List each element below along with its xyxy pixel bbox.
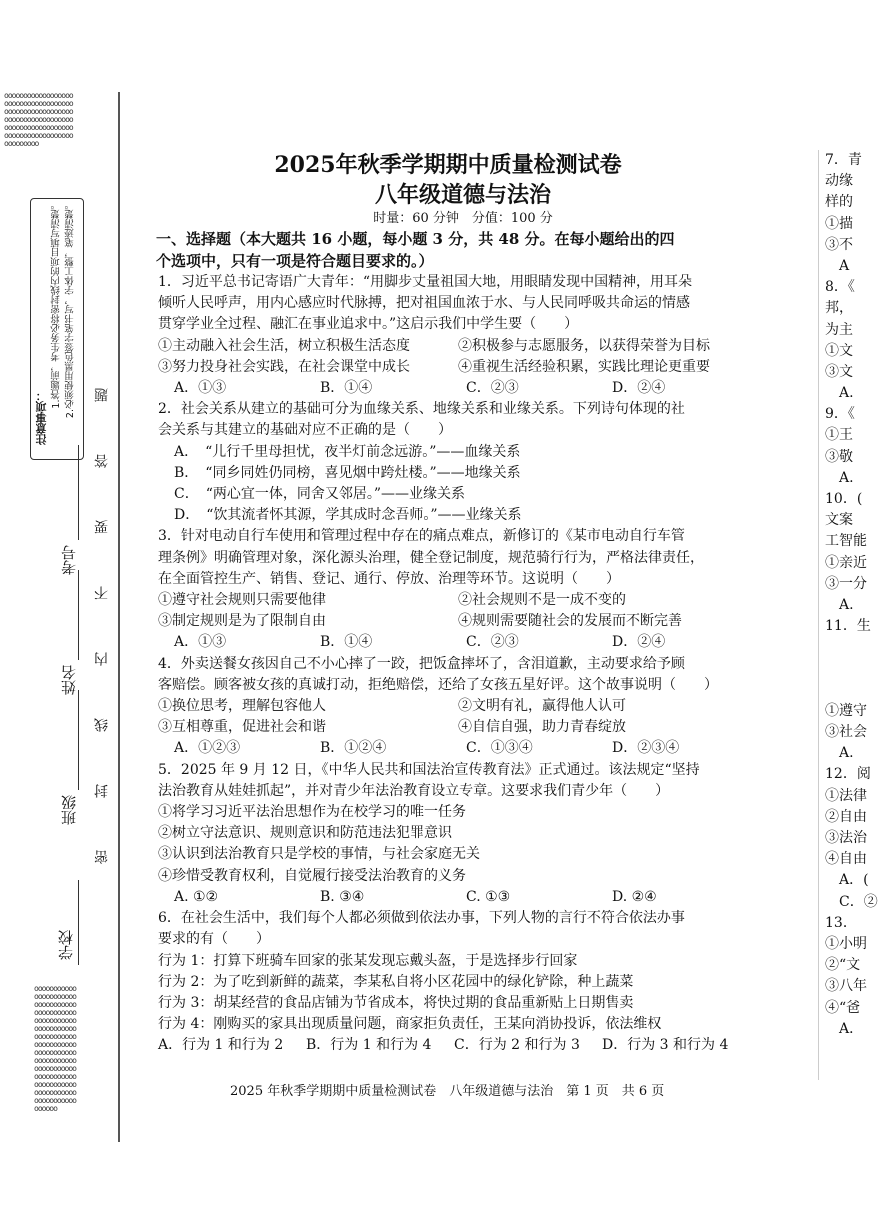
next-page-fragment: A. bbox=[825, 745, 854, 762]
q6-behavior-4: 行为 4：刚购买的家具出现质量问题，商家拒负责任，王某向消协投诉，依法维权 bbox=[158, 1016, 662, 1033]
question-5-choices bbox=[158, 887, 758, 908]
next-page-fragment: ①小明 bbox=[825, 935, 867, 952]
name-label: 姓名 bbox=[60, 665, 78, 695]
next-page-fragment: 13． bbox=[825, 914, 857, 931]
next-page-fragment: ②自由 bbox=[825, 808, 867, 825]
q4-choice-b[interactable]: B．①②④ bbox=[320, 740, 387, 757]
question-1-stem-3: 贯穿学业全过程、融汇在事业追求中。”这启示我们中学生要（ ） bbox=[158, 316, 579, 333]
next-page-fragment: 7．青 bbox=[825, 152, 862, 168]
q3-item-2: ②社会规则不是一成不变的 bbox=[458, 592, 626, 609]
next-page-fragment: ③一分 bbox=[825, 575, 867, 592]
next-page-fragment: ①亲近 bbox=[825, 554, 867, 571]
next-page-fragment: ①描 bbox=[825, 215, 853, 232]
next-page-fragment: 9．《 bbox=[825, 406, 855, 423]
q4-choice-d[interactable]: D．②③④ bbox=[612, 740, 680, 757]
q4-item-3: ③互相尊重，促进社会和谐 bbox=[158, 719, 326, 736]
exam-no-blank bbox=[78, 445, 79, 540]
next-page-fragment: 11．生 bbox=[825, 618, 871, 635]
q5-item-3: ③认识到法治教育只是学校的事情，与社会家庭无关 bbox=[158, 846, 480, 863]
q5-choice-c[interactable]: C. ①③ bbox=[466, 888, 511, 905]
next-page-fragment: ①王 bbox=[825, 427, 853, 444]
next-page-edge bbox=[825, 150, 878, 1040]
next-page-fragment: 12．阅 bbox=[825, 766, 871, 783]
q1-item-4: ④重视生活经验积累，实践比理论更重要 bbox=[458, 358, 710, 375]
question-5-stem-2: 法治教育从娃娃抓起”，并对青少年法治教育设立专章。这要求我们青少年（ ） bbox=[158, 782, 670, 799]
next-page-fragment bbox=[825, 659, 867, 680]
next-page-fragment: ①遵守 bbox=[825, 702, 867, 719]
q4-item-2: ②文明有礼，赢得他人认可 bbox=[458, 698, 626, 715]
next-page-fragment: 为主 bbox=[825, 321, 853, 338]
question-2-stem-2: 会关系与其建立的基础对应不正确的是（ ） bbox=[158, 422, 452, 439]
next-page-fragment: A bbox=[825, 257, 850, 274]
q4-item-1: ①换位思考，理解包容他人 bbox=[158, 698, 326, 715]
exam-title: 2025年秋季学期期中质量检测试卷 bbox=[274, 152, 622, 178]
question-1-stem-1: 1．习近平总书记寄语广大青年：“用脚步丈量祖国大地，用眼睛发现中国精神，用耳朵 bbox=[158, 274, 693, 290]
question-4-choices bbox=[158, 738, 758, 759]
question-3-items-b bbox=[158, 611, 758, 632]
q5-choice-b[interactable]: B. ③④ bbox=[320, 888, 365, 905]
question-1-items-b bbox=[158, 357, 758, 378]
q4-choice-c[interactable]: C．①③④ bbox=[466, 740, 533, 757]
name-blank bbox=[78, 570, 79, 660]
question-1-choices bbox=[158, 378, 758, 399]
next-page-fragment: 动缘 bbox=[825, 173, 853, 190]
next-page-fragment: ④自由 bbox=[825, 851, 867, 868]
q6-choice-c[interactable]: C．行为 2 和行为 3 bbox=[454, 1037, 580, 1054]
q6-choice-b[interactable]: B．行为 1 和行为 4 bbox=[306, 1037, 432, 1054]
next-page-fragment: 样的 bbox=[825, 194, 853, 211]
q1-item-2: ②积极参与志愿服务，以获得荣誉为目标 bbox=[458, 337, 710, 354]
question-2-stem-1: 2．社会关系从建立的基础可分为血缘关系、地缘关系和业缘关系。下列诗句体现的社 bbox=[158, 401, 685, 418]
next-page-fragment: ③文 bbox=[825, 363, 853, 380]
q2-choice-a[interactable]: A． “儿行千里母担忧，夜半灯前念远游。”——血缘关系 bbox=[174, 443, 521, 460]
q6-choice-d[interactable]: D．行为 3 和行为 4 bbox=[602, 1037, 729, 1054]
next-page-fragment: 工智能 bbox=[825, 533, 867, 550]
question-6-choices bbox=[158, 1035, 758, 1056]
section-heading-line2: 个选项中，只有一项是符合题目要求的。） bbox=[156, 252, 434, 270]
q3-choice-b[interactable]: B．①④ bbox=[320, 634, 373, 651]
subject-title: 八年级道德与法治 bbox=[374, 182, 551, 208]
q4-item-4: ④自信自强，助力青春绽放 bbox=[458, 719, 626, 736]
next-page-fragment: 邦， bbox=[825, 300, 853, 317]
question-6-stem-1: 6．在社会生活中，我们每个人都必须做到依法办事，下列人物的言行不符合依法办事 bbox=[158, 910, 685, 927]
question-4-stem-1: 4．外卖送餐女孩因自己不小心摔了一跤，把饭盒摔坏了，含泪道歉，主动要求给予顾 bbox=[158, 655, 685, 672]
next-page-fragment: A．( bbox=[825, 872, 869, 889]
next-page-fragment: 8．《 bbox=[825, 279, 855, 296]
exam-no-label: 考号 bbox=[60, 545, 78, 575]
next-page-fragment: ③不 bbox=[825, 236, 853, 253]
next-page-fragment: ③敬 bbox=[825, 448, 853, 465]
q3-item-4: ④规则需要随社会的发展而不断完善 bbox=[458, 613, 682, 630]
next-page-fragment: 10．( bbox=[825, 491, 863, 507]
next-page-fragment: A. bbox=[825, 469, 854, 486]
question-3-stem-3: 在全面管控生产、销售、登记、通行、停放、治理等环节。这说明（ ） bbox=[158, 570, 620, 587]
q2-choice-d[interactable]: D． “饮其流者怀其源，学其成时念吾师。”——业缘关系 bbox=[174, 507, 522, 524]
q2-choice-c[interactable]: C． “两心宜一体，同舍又邻居。”——业缘关系 bbox=[174, 486, 466, 503]
next-page-fragment: ①文 bbox=[825, 342, 853, 359]
question-1-stem-2: 倾听人民呼声，用内心感应时代脉搏，把对祖国血浓于水、与人民同呼吸共命运的情感 bbox=[158, 295, 690, 312]
next-page-fragment bbox=[825, 637, 867, 658]
question-3-stem-1: 3．针对电动自行车使用和管理过程中存在的痛点难点，新修订的《某市电动自行车管 bbox=[158, 528, 685, 545]
q6-behavior-2: 行为 2：为了吃到新鲜的蔬菜，李某私自将小区花园中的绿化铲除，种上蔬菜 bbox=[158, 973, 634, 990]
binding-holes-top: ooooooooooooooooooooooooooooooooooooooooooooooooooooooooooooooooooooooooooooooooooooooooooooooooooooooooooooooooooooo bbox=[4, 91, 73, 148]
q5-item-1: ①将学习习近平法治思想作为在校学习的唯一任务 bbox=[158, 804, 466, 821]
question-5-stem-1: 5．2025 年 9 月 12 日，《中华人民共和国法治宣传教育法》正式通过。该法规定“坚持 bbox=[158, 761, 700, 778]
next-page-fragment: ③社会 bbox=[825, 724, 867, 741]
q3-choice-c[interactable]: C．②③ bbox=[466, 634, 519, 651]
next-page-fragment: C．② bbox=[825, 893, 878, 910]
class-label: 班级 bbox=[60, 795, 78, 825]
next-page-fragment: A. bbox=[825, 385, 854, 402]
question-4-stem-2: 客赔偿。顾客被女孩的真诚打动，拒绝赔偿，还给了女孩五星好评。这个故事说明（ ） bbox=[158, 676, 718, 693]
seal-line bbox=[118, 92, 120, 1142]
q1-item-3: ③努力投身社会实践，在社会课堂中成长 bbox=[158, 358, 410, 375]
question-1-items bbox=[158, 336, 758, 357]
school-label: 学校 bbox=[57, 930, 75, 960]
binding-holes-bottom: ooooooooooooooooooooooooooooooooooooooooooooooooooooooooooooooooooooooooooooooooooooooooooooooooooooooooooooooooooooooooooooooooooooooooooooooooooooooooooooooooooooooooooo bbox=[34, 984, 76, 1113]
time-score: 时量：60 分钟 分值：100 分 bbox=[373, 211, 553, 226]
question-4-items bbox=[158, 696, 758, 717]
q5-item-2: ②树立守法意识、规则意识和防范违法犯罪意识 bbox=[158, 825, 452, 842]
notice-item-1: 1.答题前，考生务必将密封线内的项目填写清楚。 bbox=[51, 200, 62, 409]
school-blank bbox=[78, 880, 79, 965]
next-page-fragment: A. bbox=[825, 596, 854, 613]
q1-item-1: ①主动融入社会生活，树立积极生活态度 bbox=[158, 337, 410, 354]
q6-behavior-1: 行为 1：打算下班骑车回家的张某发现忘戴头盔，于是选择步行回家 bbox=[158, 952, 578, 969]
next-page-fragment bbox=[825, 680, 867, 701]
q5-choice-a[interactable]: A. ①② bbox=[174, 888, 219, 905]
q1-choice-b[interactable]: B．①④ bbox=[320, 380, 373, 397]
q3-item-3: ③制定规则是为了限制自由 bbox=[158, 613, 326, 630]
question-4-items-b bbox=[158, 717, 758, 738]
q1-choice-a[interactable]: A．①③ bbox=[174, 380, 227, 397]
section-heading-line1: 一、选择题（本大题共 16 小题，每小题 3 分，共 48 分。在每小题给出的四 bbox=[156, 230, 675, 248]
q5-item-4: ④珍惜受教育权利，自觉履行接受法治教育的义务 bbox=[158, 867, 466, 884]
q3-choice-d[interactable]: D．②④ bbox=[612, 634, 666, 651]
next-page-fragment: ③法治 bbox=[825, 830, 867, 846]
question-3-items bbox=[158, 590, 758, 611]
q1-choice-d[interactable]: D．②④ bbox=[612, 380, 666, 397]
question-3-choices bbox=[158, 632, 758, 653]
q4-choice-a[interactable]: A．①②③ bbox=[174, 740, 241, 757]
q1-choice-c[interactable]: C．②③ bbox=[466, 380, 519, 397]
page-divider bbox=[818, 150, 819, 1080]
question-3-stem-2: 理条例》明确管理对象，深化源头治理，健全登记制度，规范骑行行为，严格法律责任， bbox=[158, 549, 704, 566]
exam-page bbox=[158, 150, 758, 1057]
notice-item-2: 2.必须使用黑色签字笔书写，字体工整，笔迹清楚。 bbox=[65, 200, 76, 419]
q3-item-1: ①遵守社会规则只需要他律 bbox=[158, 592, 326, 609]
next-page-fragment: ①法律 bbox=[825, 787, 867, 804]
next-page-fragment: ③八年 bbox=[825, 978, 867, 995]
next-page-fragment: ④“爸 bbox=[825, 999, 861, 1016]
class-blank bbox=[78, 690, 79, 790]
page-footer: 2025 年秋季学期期中质量检测试卷 八年级道德与法治 第 1 页 共 6 页 bbox=[230, 1084, 665, 1099]
q5-choice-d[interactable]: D. ②④ bbox=[612, 888, 657, 905]
seal-line-text: 密 封 线 内 不 要 答 题 bbox=[94, 380, 110, 864]
next-page-fragment: 文案 bbox=[825, 512, 853, 529]
notice-title: 注意事项： bbox=[35, 390, 48, 445]
q6-behavior-3: 行为 3：胡某经营的食品店铺为节省成本，将快过期的食品重新贴上日期售卖 bbox=[158, 994, 634, 1011]
q6-choice-a[interactable]: A．行为 1 和行为 2 bbox=[158, 1037, 284, 1054]
q2-choice-b[interactable]: B． “同乡同姓仍同榜，喜见烟中跨灶楼。”——地缘关系 bbox=[174, 464, 521, 481]
question-6-stem-2: 要求的有（ ） bbox=[158, 931, 270, 948]
next-page-fragment: A． bbox=[825, 1020, 864, 1037]
next-page-fragment: ②“文 bbox=[825, 957, 861, 974]
q3-choice-a[interactable]: A．①③ bbox=[174, 634, 227, 651]
